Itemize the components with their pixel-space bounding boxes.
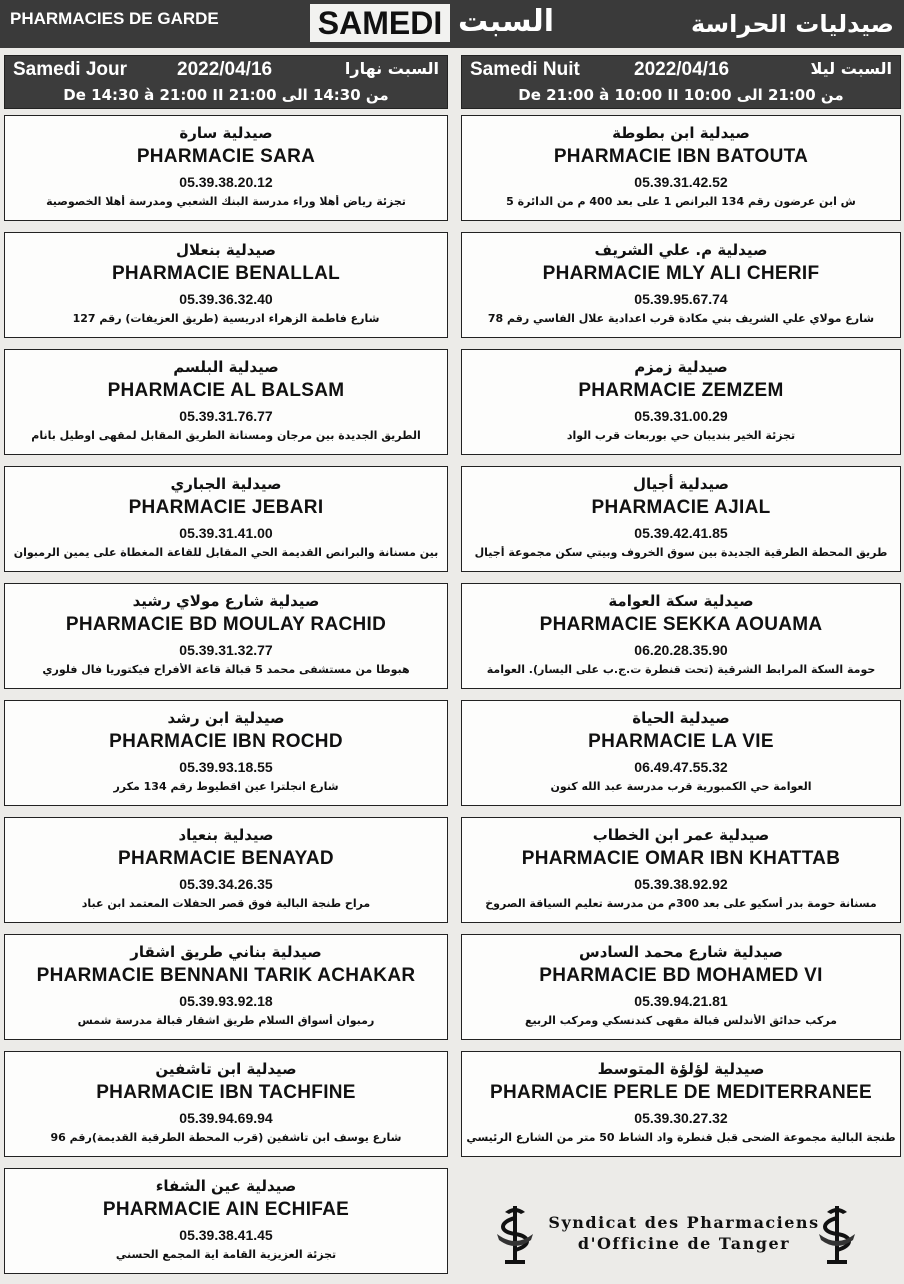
pharmacy-name: PHARMACIE AJIAL: [591, 497, 771, 518]
pharmacy-address: شارع فاطمة الزهراء ادريسية (طريق العزيفات) رقم 127: [72, 312, 380, 325]
pharmacy-phone: 05.39.31.41.00: [179, 525, 273, 541]
pharmacy-address: طريق المحطة الطرقية الجديدة بين سوق الخروف وبيتي سكن مجموعة أجيال: [474, 546, 888, 559]
pharmacy-card: [4, 466, 448, 572]
pharmacy-card: [461, 700, 901, 806]
pharmacy-name-ar: صيدلية زمزم: [634, 358, 728, 376]
syndicate-line-2: d'Officine de Tanger: [577, 1234, 791, 1253]
pharmacy-name-ar: صيدلية ابن رشد: [167, 709, 285, 727]
pharmacy-address: ش ابن عرضون رقم 134 البرانص 1 على بعد 400 م من الدائرة 5: [506, 195, 856, 208]
pharmacy-address: شارع مولاي علي الشريف بني مكادة قرب اعدادية علال الفاسي رقم 78: [487, 312, 875, 325]
night-column: [461, 55, 901, 1144]
pharmacy-card: [461, 934, 901, 1040]
pharmacy-name: PHARMACIE BD MOHAMED VI: [539, 965, 823, 986]
pharmacy-phone: 05.39.94.69.94: [179, 1110, 273, 1126]
pharmacy-phone: 06.49.47.55.32: [634, 759, 728, 775]
pharmacy-phone: 05.39.36.32.40: [179, 291, 273, 307]
pharmacy-name: PHARMACIE BENNANI TARIK ACHAKAR: [36, 965, 416, 986]
pharmacy-address: هبوطا من مستشفى محمد 5 قبالة قاعة الأفراح فيكتوريا فال فلوري: [42, 663, 410, 676]
pharmacy-card: [4, 1051, 448, 1157]
pharmacy-name: PHARMACIE MLY ALI CHERIF: [542, 263, 820, 284]
pharmacy-name-ar: صيدلية لؤلؤة المتوسط: [597, 1060, 765, 1078]
pharmacy-name-ar: صيدلية الجباري: [170, 475, 282, 493]
pharmacy-name: PHARMACIE SEKKA AOUAMA: [539, 614, 823, 635]
pharmacy-name: PHARMACIE LA VIE: [588, 731, 774, 752]
day-date: 2022/04/16: [177, 59, 273, 80]
pharmacy-name-ar: صيدلية ابن بطوطة: [612, 124, 750, 142]
pharmacy-card: [461, 1051, 901, 1157]
pharmacy-card: [4, 115, 448, 221]
pharmacy-name-ar: صيدلية الحياة: [632, 709, 730, 727]
pharmacy-phone: 05.39.93.92.18: [179, 993, 273, 1009]
pharmacy-card: [461, 349, 901, 455]
pharmacy-name-ar: صيدلية عين الشفاء: [155, 1177, 297, 1195]
pharmacy-name-ar: صيدلية م. علي الشريف: [594, 241, 768, 259]
pharmacy-phone: 05.39.34.26.35: [179, 876, 273, 892]
night-hours: De 21:00 à 10:00 II 10:00 من 21:00 الى: [518, 86, 844, 104]
pharmacy-name: PHARMACIE IBN TACHFINE: [96, 1082, 356, 1103]
syndicate-line-1: Syndicat des Pharmaciens: [548, 1213, 820, 1232]
pharmacy-phone: 05.39.38.20.12: [179, 174, 273, 190]
banner-title-fr: PHARMACIES DE GARDE: [10, 9, 219, 28]
syndicate-footer: [461, 1180, 901, 1278]
pharmacy-card: [4, 1168, 448, 1274]
pharmacy-address: الطريق الجديدة بين مرجان ومسنانة الطريق المقابل لمقهى اوطيل بانام: [31, 429, 421, 442]
syndicate-name: [539, 1212, 829, 1254]
pharmacy-phone: 05.39.94.21.81: [634, 993, 728, 1009]
pharmacy-address: حومة السكة المرابط الشرقية (تحت قنطرة ت.ج.ب على اليسار). العوامة: [486, 663, 876, 676]
day-column: [4, 55, 452, 1261]
day-header: [4, 55, 448, 109]
pharmacy-name-ar: صيدلية بناني طريق اشقار: [130, 943, 322, 961]
pharmacy-card: [461, 817, 901, 923]
pharmacy-name: PHARMACIE SARA: [136, 146, 316, 167]
pharmacy-address: طنجة البالية مجموعة الضحى قبل قنطرة واد الشاط 50 متر من الشارع الرئيسي: [466, 1131, 896, 1144]
pharmacy-name: PHARMACIE ZEMZEM: [578, 380, 784, 401]
pharmacy-card: [4, 232, 448, 338]
pharmacy-card: [4, 349, 448, 455]
pharmacy-name-ar: صيدلية أجيال: [632, 475, 730, 493]
pharmacy-phone: 05.39.31.42.52: [634, 174, 728, 190]
pharmacy-name: PHARMACIE IBN ROCHD: [109, 731, 343, 752]
pharmacy-phone: 05.39.31.32.77: [179, 642, 273, 658]
pharmacy-address: مسنانة حومة بدر أسكيو على بعد 300م من مدرسة تعليم السياقة الصروخ: [485, 897, 877, 910]
pharmacy-name-ar: صيدلية ابن تاشفين: [155, 1060, 297, 1078]
pharmacy-name-ar: صيدلية البلسم: [173, 358, 279, 376]
pharmacy-address: مراح طنجة البالية فوق قصر الحفلات المعتمد ابن عباد: [81, 897, 371, 910]
banner-day: SAMEDI: [310, 4, 450, 42]
pharmacy-name: PHARMACIE PERLE DE MEDITERRANEE: [490, 1082, 872, 1103]
caduceus-bowl-icon: [491, 1204, 539, 1266]
pharmacy-phone: 05.39.30.27.32: [634, 1110, 728, 1126]
pharmacy-address: تجزئة رياض أهلا وراء مدرسة البنك الشعبي ومدرسة أهلا الخصوصية: [46, 195, 406, 208]
night-date: 2022/04/16: [634, 59, 730, 80]
pharmacy-phone: 05.39.31.76.77: [179, 408, 273, 424]
pharmacy-card: [4, 934, 448, 1040]
pharmacy-name: PHARMACIE JEBARI: [128, 497, 324, 518]
pharmacy-name: PHARMACIE OMAR IBN KHATTAB: [521, 848, 841, 869]
pharmacy-address: شارع انجلترا عين اقطيوط رقم 134 مكرر: [113, 780, 339, 793]
pharmacy-phone: 05.39.38.41.45: [179, 1227, 273, 1243]
pharmacy-name-ar: صيدلية سكة العوامة: [608, 592, 754, 610]
pharmacy-address: مركب حدائق الأندلس قبالة مقهى كندنسكي ومركب الربيع: [525, 1014, 837, 1027]
pharmacy-phone: 05.39.93.18.55: [179, 759, 273, 775]
night-label-ar: السبت ليلا: [810, 59, 892, 78]
pharmacy-card: [461, 115, 901, 221]
day-label: Samedi Jour: [13, 59, 128, 80]
pharmacy-name-ar: صيدلية بنعياد: [178, 826, 274, 844]
pharmacy-phone: 05.39.31.00.29: [634, 408, 728, 424]
top-banner: [0, 0, 904, 48]
pharmacy-name-ar: صيدلية شارع مولاي رشيد: [132, 592, 320, 610]
pharmacy-phone: 06.20.28.35.90: [634, 642, 728, 658]
pharmacy-address: العوامة حي الكمبورية قرب مدرسة عبد الله كنون: [550, 780, 812, 793]
pharmacy-card: [461, 232, 901, 338]
pharmacy-name-ar: صيدلية عمر ابن الخطاب: [592, 826, 770, 844]
night-label: Samedi Nuit: [470, 59, 580, 80]
caduceus-bowl-icon: [813, 1204, 861, 1266]
pharmacy-name-ar: صيدلية شارع محمد السادس: [579, 943, 783, 961]
pharmacy-name: PHARMACIE AL BALSAM: [107, 380, 345, 401]
pharmacy-name: PHARMACIE BD MOULAY RACHID: [65, 614, 387, 635]
banner-title-ar: صيدليات الحراسة: [691, 10, 894, 38]
pharmacy-card: [461, 466, 901, 572]
pharmacy-name: PHARMACIE AIN ECHIFAE: [102, 1199, 350, 1220]
pharmacy-phone: 05.39.38.92.92: [634, 876, 728, 892]
pharmacy-address: تجزئة الخير بنديبان حي بوربعات قرب الواد: [566, 429, 796, 442]
pharmacy-card: [4, 700, 448, 806]
pharmacy-name: PHARMACIE IBN BATOUTA: [553, 146, 809, 167]
pharmacy-address: بين مسنانة والبرانص القديمة الحي المقابل للقاعة المغطاة على يمين الرمبوان: [13, 546, 439, 559]
banner-day-ar: السبت: [458, 4, 555, 39]
pharmacy-phone: 05.39.42.41.85: [634, 525, 728, 541]
pharmacy-address: رمبوان أسواق السلام طريق اشقار قبالة مدرسة شمس: [77, 1014, 375, 1027]
pharmacy-name-ar: صيدلية سارة: [179, 124, 273, 142]
pharmacy-card: [4, 817, 448, 923]
pharmacy-phone: 05.39.95.67.74: [634, 291, 728, 307]
pharmacy-card: [461, 583, 901, 689]
pharmacy-name: PHARMACIE BENAYAD: [118, 848, 334, 869]
day-label-ar: السبت نهارا: [344, 59, 439, 78]
pharmacy-name-ar: صيدلية بنعلال: [176, 241, 276, 259]
pharmacy-card: [4, 583, 448, 689]
night-header: [461, 55, 901, 109]
pharmacy-address: تجزئة العزيزية القامة اية المجمع الحسني: [115, 1248, 337, 1261]
day-hours: De 14:30 à 21:00 II 21:00 من 14:30 الى: [63, 86, 389, 104]
pharmacy-name: PHARMACIE BENALLAL: [111, 263, 341, 284]
pharmacy-address: شارع يوسف ابن تاشفين (قرب المحطة الطرقية القديمة)رقم 96: [50, 1131, 402, 1144]
